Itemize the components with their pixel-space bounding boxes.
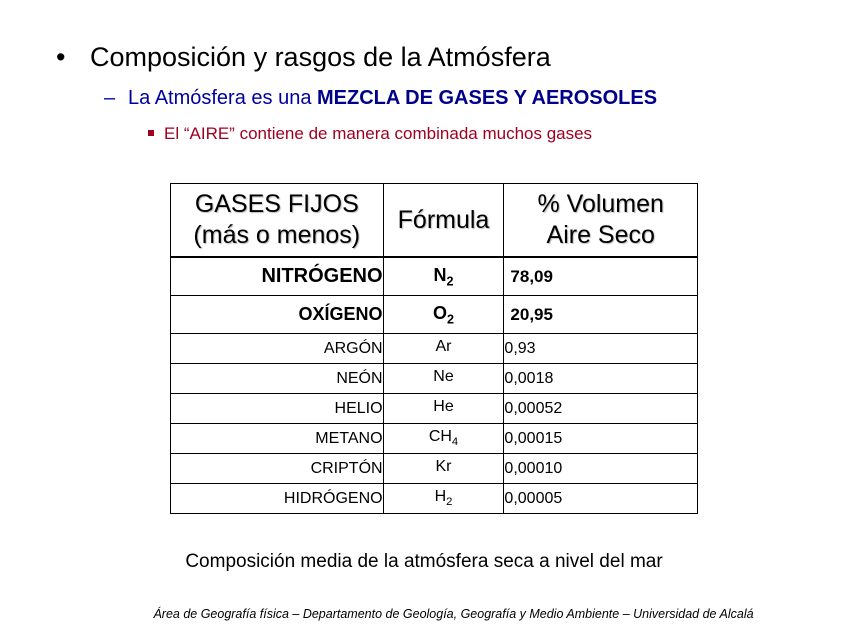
gas-name: NITRÓGENO bbox=[171, 257, 384, 296]
bullet-level-3-quoted: “AIRE” bbox=[183, 124, 235, 143]
table-row bbox=[171, 334, 698, 364]
table-row bbox=[171, 424, 698, 454]
gas-volume: 0,00010 bbox=[504, 454, 698, 484]
bullet-level-3-suffix: contiene de manera combinada muchos gases bbox=[234, 124, 593, 143]
gas-formula: $O_2$ bbox=[383, 296, 504, 334]
bullet-square-icon bbox=[148, 130, 154, 136]
gas-volume: 78,09 bbox=[504, 257, 698, 296]
header-volume-line1: % Volumen bbox=[537, 190, 664, 218]
gas-volume: 0,00005 bbox=[504, 484, 698, 514]
header-volume bbox=[504, 184, 698, 258]
gas-volume: 0,0018 bbox=[504, 364, 698, 394]
gas-volume: 0,00015 bbox=[504, 424, 698, 454]
gas-formula: $N_2$ bbox=[383, 257, 504, 296]
gas-name: HIDRÓGENO bbox=[171, 484, 384, 514]
gas-volume: 0,93 bbox=[504, 334, 698, 364]
bullet-level-2 bbox=[104, 87, 657, 110]
table-row bbox=[171, 296, 698, 334]
table-row bbox=[171, 364, 698, 394]
table-row bbox=[171, 454, 698, 484]
gas-name: ARGÓN bbox=[171, 334, 384, 364]
gas-formula: Kr bbox=[383, 454, 504, 484]
gas-formula: $CH_4$ bbox=[383, 424, 504, 454]
table-caption: Composición media de la atmósfera seca a nivel del mar bbox=[185, 551, 663, 572]
gas-volume: 0,00052 bbox=[504, 394, 698, 424]
gas-formula: Ne bbox=[383, 364, 504, 394]
gas-formula: He bbox=[383, 394, 504, 424]
header-gases bbox=[171, 184, 384, 258]
bullet-dot-icon: • bbox=[56, 42, 66, 72]
header-formula: Fórmula bbox=[383, 184, 504, 258]
table-row bbox=[171, 257, 698, 296]
table-header-row bbox=[171, 184, 698, 258]
table-row bbox=[171, 394, 698, 424]
bullet-level-2-prefix: La Atmósfera es una bbox=[128, 87, 318, 109]
gas-formula: Ar bbox=[383, 334, 504, 364]
gas-name: METANO bbox=[171, 424, 384, 454]
gases-table bbox=[170, 183, 698, 514]
slide-footer: Área de Geografía física – Departamento de Geología, Geografía y Medio Ambiente – Universidad de Alcalá bbox=[153, 607, 754, 621]
bullet-level-2-bold: MEZCLA DE GASES Y AEROSOLES bbox=[317, 87, 658, 109]
bullet-dash-icon: – bbox=[104, 87, 116, 109]
bullet-level-1-text: Composición y rasgos de la Atmósfera bbox=[90, 42, 551, 72]
header-gases-line1: GASES FIJOS bbox=[194, 190, 359, 218]
bullet-level-1 bbox=[56, 42, 551, 73]
bullet-level-3 bbox=[148, 124, 592, 144]
header-gases-line2: (más o menos) bbox=[193, 221, 361, 249]
gas-name: NEÓN bbox=[171, 364, 384, 394]
gas-volume: 20,95 bbox=[504, 296, 698, 334]
table-row bbox=[171, 484, 698, 514]
header-volume-line2: Aire Seco bbox=[546, 221, 655, 249]
bullet-level-3-prefix: El bbox=[164, 124, 184, 143]
gas-formula: $H_2$ bbox=[383, 484, 504, 514]
gas-name: CRIPTÓN bbox=[171, 454, 384, 484]
gas-name: OXÍGENO bbox=[171, 296, 384, 334]
gas-name: HELIO bbox=[171, 394, 384, 424]
